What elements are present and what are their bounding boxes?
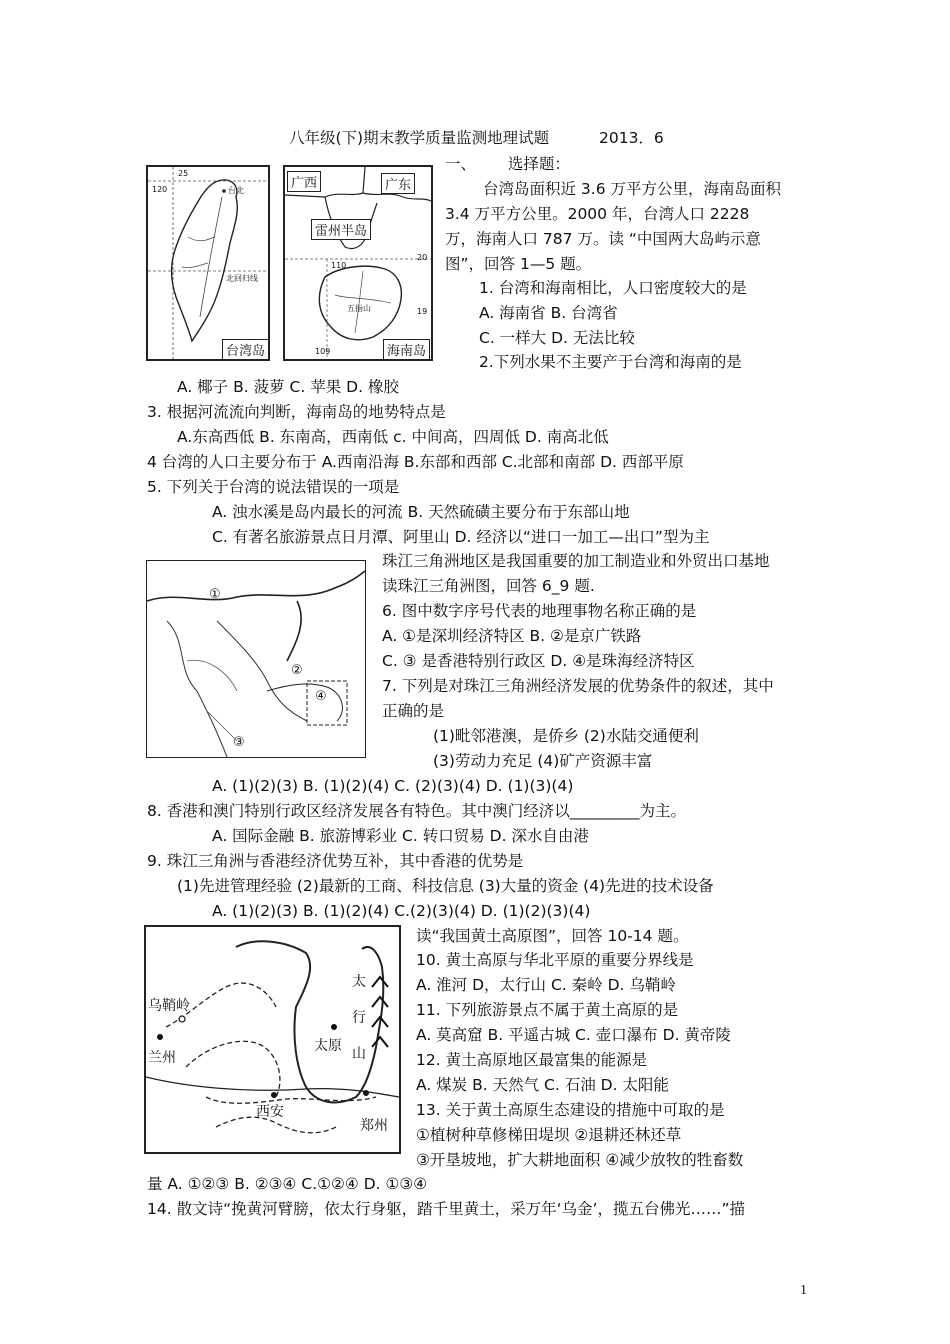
intro-line-2: 3.4 万平方公里。2000 年，台湾人口 2228: [445, 205, 750, 223]
exam-title: 八年级(下)期末教学质量监测地理试题: [289, 129, 550, 147]
question-7-items-34: (3)劳动力充足 (4)矿产资源丰富: [433, 752, 653, 770]
question-4-line: 4 台湾的人口主要分布于 A.西南沿海 B.东部和西部 C.北部和南部 D. 西部平原: [147, 453, 684, 471]
question-7-stem-2: 正确的是: [382, 702, 445, 720]
prd-marker-4: ④: [315, 689, 327, 704]
hainan-tick-19: 19: [417, 307, 428, 316]
question-10-options: A. 淮河 D，太行山 C. 秦岭 D. 乌鞘岭: [416, 976, 676, 994]
question-6-options-ab: A. ①是深圳经济特区 B. ②是京广铁路: [382, 627, 642, 645]
question-8-options: A. 国际金融 B. 旅游博彩业 C. 转口贸易 D. 深水自由港: [212, 827, 589, 845]
question-11-options: A. 莫高窟 B. 平遥古城 C. 壶口瀑布 D. 黄帝陵: [416, 1026, 731, 1044]
question-1-stem: 1. 台湾和海南相比，人口密度较大的是: [479, 279, 747, 297]
question-12-stem: 12. 黄土高原地区最富集的能源是: [416, 1051, 648, 1069]
question-1-options-cd: C. 一样大 D. 无法比较: [479, 329, 635, 347]
prd-marker-2: ②: [291, 663, 303, 678]
loess-label-taihang-2: 行: [352, 1010, 366, 1026]
question-12-options: A. 煤炭 B. 天然气 C. 石油 D. 太阳能: [416, 1076, 669, 1094]
loess-label-taiyuan: 太原: [314, 1038, 342, 1054]
question-1-options-ab: A. 海南省 B. 台湾省: [479, 304, 618, 322]
taiwan-tick-25: 25: [178, 169, 189, 178]
taiwan-tropic-label: 北回归线: [226, 274, 258, 283]
question-7-options: A. (1)(2)(3) B. (1)(2)(4) C. (2)(3)(4) D. (1)(3)(4): [212, 777, 574, 795]
page-number: 1: [800, 1283, 807, 1298]
question-5-options-ab: A. 浊水溪是岛内最长的河流 B. 天然硫磺主要分布于东部山地: [212, 503, 630, 521]
question-10-stem: 10. 黄土高原与华北平原的重要分界线是: [416, 951, 694, 969]
loess-label-lanzhou: 兰州: [148, 1050, 176, 1066]
prd-intro-line-2: 读珠江三角洲图，回答 6_9 题.: [382, 577, 595, 595]
question-3-stem: 3. 根据河流流向判断，海南岛的地势特点是: [147, 403, 446, 421]
loess-label-wushaoling: 乌鞘岭: [148, 998, 190, 1014]
prd-intro-line-1: 珠江三角洲地区是我国重要的加工制造业和外贸出口基地: [382, 552, 770, 570]
hainan-map-drawing: [285, 167, 431, 359]
question-11-stem: 11. 下列旅游景点不属于黄土高原的是: [416, 1001, 679, 1019]
question-5-stem: 5. 下列关于台湾的说法错误的一项是: [147, 478, 400, 496]
hainan-tick-20: 20: [417, 253, 428, 262]
question-9-items: (1)先进管理经验 (2)最新的工商、科技信息 (3)大量的资金 (4)先进的技术设备: [177, 877, 714, 895]
wuzhishan-label: 五指山: [347, 304, 371, 313]
question-14-stem: 14. 散文诗“挽黄河臂膀，依太行身躯，踏千里黄土，采万年‘乌金’，揽五台佛光……”描: [147, 1200, 745, 1218]
taiwan-map: [146, 165, 270, 361]
intro-line-1: 台湾岛面积近 3.6 万平方公里，海南岛面积: [483, 180, 782, 198]
section-header: [445, 154, 570, 174]
question-13-options: 量 A. ①②③ B. ②③④ C.①②④ D. ①③④: [147, 1175, 428, 1193]
question-9-stem: 9. 珠江三角洲与香港经济优势互补，其中香港的优势是: [147, 852, 524, 870]
question-13-items-12: ①植树种草修梯田堤坝 ②退耕还林还草: [416, 1126, 682, 1144]
hainan-map-label: 海南岛: [383, 339, 430, 360]
hainan-guangxi-label: 广西: [287, 171, 321, 192]
question-13-items-34: ③开垦坡地，扩大耕地面积 ④减少放牧的牲畜数: [416, 1151, 744, 1169]
prd-marker-3: ③: [233, 735, 245, 750]
hainan-tick-109: 109: [315, 347, 331, 356]
question-7-stem-1: 7. 下列是对珠江三角洲经济发展的优势条件的叙述，其中: [382, 677, 774, 695]
prd-map-drawing: [147, 561, 365, 757]
pearl-river-delta-map: [146, 560, 366, 758]
question-2-options: A. 椰子 B. 菠萝 C. 苹果 D. 橡胶: [177, 378, 399, 396]
question-5-options-cd: C. 有著名旅游景点日月潭、阿里山 D. 经济以“进口一加工—出口”型为主: [212, 528, 710, 546]
intro-line-3: 万，海南人口 787 万。读 “中国两大岛屿示意: [445, 230, 761, 248]
loess-label-zhengzhou: 郑州: [360, 1118, 388, 1134]
question-7-items-12: (1)毗邻港澳，是侨乡 (2)水陆交通便利: [433, 727, 699, 745]
loess-intro: 读“我国黄土高原图”，回答 10-14 题。: [416, 927, 689, 945]
loess-label-taihang-3: 山: [352, 1046, 366, 1062]
hainan-map: [283, 165, 433, 361]
leizhou-peninsula-label: 雷州半岛: [311, 219, 371, 240]
exam-date: 2013．6: [598, 129, 664, 147]
prd-marker-1: ①: [209, 587, 221, 602]
page-title: [289, 128, 664, 148]
question-9-options: A. (1)(2)(3) B. (1)(2)(4) C.(2)(3)(4) D. (1)(2)(3)(4): [212, 902, 591, 920]
loess-label-taihang-1: 太: [352, 974, 366, 990]
question-3-options: A.东高西低 B. 东南高，西南低 c. 中间高，四周低 D. 南高北低: [177, 428, 609, 446]
intro-line-4: 图”，回答 1—5 题。: [445, 255, 592, 273]
taiwan-map-label: 台湾岛: [222, 339, 269, 360]
question-6-stem: 6. 图中数字序号代表的地理事物名称正确的是: [382, 602, 697, 620]
loess-label-xian: 西安: [256, 1104, 284, 1120]
section-number: 一、: [445, 155, 477, 173]
taiwan-tick-120: 120: [152, 185, 168, 194]
question-6-options-cd: C. ③ 是香港特别行政区 D. ④是珠海经济特区: [382, 652, 695, 670]
taiwan-map-drawing: [148, 167, 268, 359]
hainan-guangdong-label: 广东: [381, 173, 415, 194]
question-13-stem: 13. 关于黄土高原生态建设的措施中可取的是: [416, 1101, 725, 1119]
taiwan-city-taipei: 台北: [228, 186, 244, 195]
hainan-tick-110: 110: [331, 261, 347, 270]
question-8-stem: 8. 香港和澳门特别行政区经济发展各有特色。其中澳门经济以_________为主。: [147, 802, 686, 820]
question-2-stem: 2.下列水果不主要产于台湾和海南的是: [479, 353, 742, 371]
loess-plateau-map: [144, 925, 401, 1154]
section-name: 选择题：: [507, 155, 570, 173]
